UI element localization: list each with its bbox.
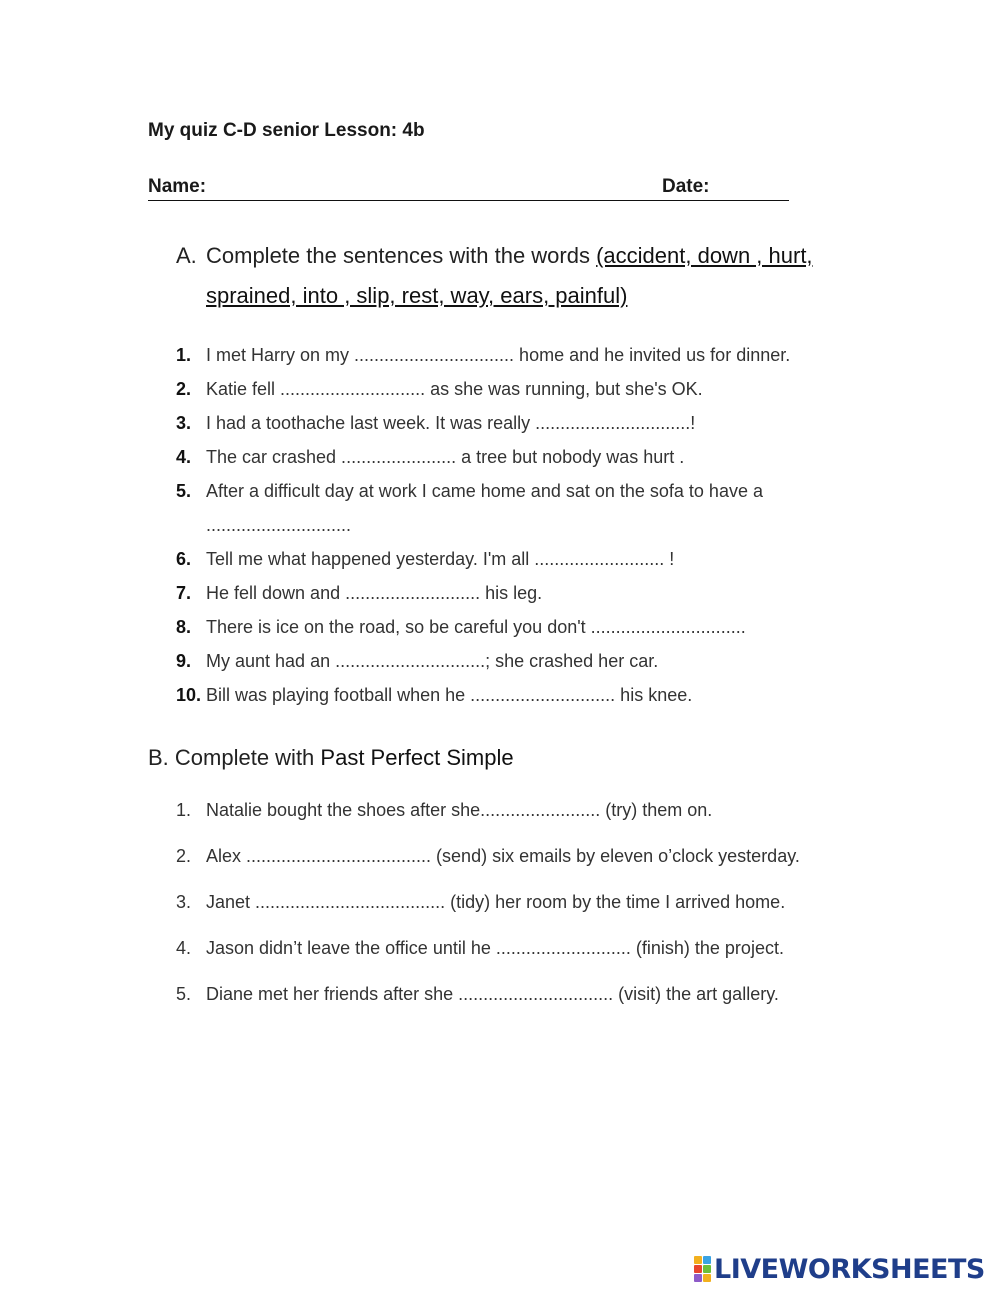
item-text: The car crashed ....................... a tree but nobody was hurt .	[206, 447, 685, 467]
item-text: Bill was playing football when he ............................. his knee.	[206, 685, 693, 705]
section-b-prefix: B. Complete with	[148, 745, 321, 770]
list-item	[176, 372, 856, 406]
section-a-letter: A.	[176, 243, 197, 268]
section-b-emphasis: Past Perfect Simple	[320, 745, 514, 770]
item-text: My aunt had an ..............................; she crashed her car.	[206, 651, 659, 671]
item-number: 3.	[176, 892, 192, 912]
item-number: 7.	[176, 583, 192, 603]
item-text: I had a toothache last week. It was really ...............................!	[206, 413, 696, 433]
brand-text: LIVEWORKSHEETS	[714, 1253, 985, 1285]
item-number: 10.	[176, 685, 202, 705]
item-number: 2.	[176, 846, 192, 866]
section-b-list	[176, 794, 856, 1024]
page-title: My quiz C-D senior Lesson: 4b	[148, 120, 425, 141]
list-item	[176, 678, 856, 712]
list-item	[176, 644, 856, 678]
list-item	[176, 932, 856, 978]
item-text: Natalie bought the shoes after she........................ (try) them on.	[206, 800, 713, 820]
item-number: 1.	[176, 345, 192, 365]
item-number: 5.	[176, 481, 192, 501]
item-number: 4.	[176, 938, 192, 958]
list-item	[176, 338, 856, 372]
item-text: He fell down and ........................... his leg.	[206, 583, 543, 603]
liveworksheets-logo-icon	[694, 1256, 710, 1282]
item-text: Alex ..................................... (send) six emails by eleven o’clock yesterday.	[206, 846, 800, 866]
date-label: Date:	[662, 176, 710, 197]
item-text: After a difficult day at work I came home and sat on the sofa to have a .............................	[206, 481, 763, 535]
list-item	[176, 406, 856, 440]
item-number: 9.	[176, 651, 192, 671]
section-a-list	[176, 338, 856, 712]
item-text: Tell me what happened yesterday. I'm all .......................... !	[206, 549, 675, 569]
logo-tile	[703, 1274, 711, 1282]
list-item	[176, 794, 856, 840]
logo-tile	[694, 1256, 702, 1264]
item-text: Jason didn’t leave the office until he ........................... (finish) the project.	[206, 938, 784, 958]
list-item	[176, 610, 856, 644]
list-item	[176, 542, 856, 576]
liveworksheets-brand[interactable]	[694, 1254, 985, 1284]
list-item	[176, 886, 856, 932]
word-bank: (accident, down , hurt, sprained, into , slip, rest, way, ears, painful)	[206, 243, 813, 308]
item-text: Janet ...................................... (tidy) her room by the time I arrived home.	[206, 892, 786, 912]
list-item	[176, 978, 856, 1024]
item-number: 2.	[176, 379, 192, 399]
section-a-instruction: Complete the sentences with the words	[206, 243, 597, 268]
item-text: There is ice on the road, so be careful you don't ...............................	[206, 617, 746, 637]
item-number: 6.	[176, 549, 192, 569]
item-number: 4.	[176, 447, 192, 467]
item-text: I met Harry on my ................................ home and he invited us for dinner.	[206, 345, 791, 365]
name-label: Name:	[148, 176, 207, 197]
section-a-text	[206, 236, 876, 316]
item-number: 8.	[176, 617, 192, 637]
item-text: Katie fell ............................. as she was running, but she's OK.	[206, 379, 703, 399]
logo-tile	[694, 1274, 702, 1282]
list-item	[176, 474, 856, 542]
name-date-line	[148, 176, 789, 201]
item-number: 3.	[176, 413, 192, 433]
item-text: Diane met her friends after she ............................... (visit) the art gallery.	[206, 984, 779, 1004]
list-item	[176, 840, 856, 886]
list-item	[176, 576, 856, 610]
item-number: 5.	[176, 984, 192, 1004]
logo-tile	[694, 1265, 702, 1273]
logo-tile	[703, 1265, 711, 1273]
list-item	[176, 440, 856, 474]
item-number: 1.	[176, 800, 192, 820]
logo-tile	[703, 1256, 711, 1264]
section-b-heading	[148, 745, 514, 771]
